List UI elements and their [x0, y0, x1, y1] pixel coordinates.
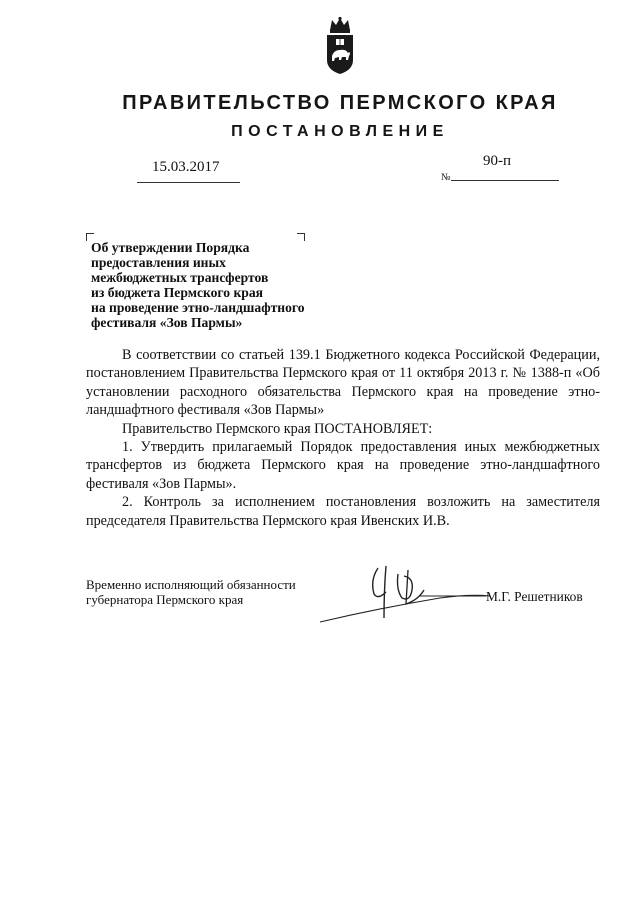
document-type: ПОСТАНОВЛЕНИЕ: [231, 123, 449, 140]
number-underline: [451, 180, 559, 181]
date-underline: [137, 182, 240, 183]
subject-line: межбюджетных трансфертов: [91, 270, 269, 285]
body-paragraph-preamble: В соответствии со статьей 139.1 Бюджетного кодекса Российской Федерации, постановлением Правительства Пермского края от 11 октября 2013 г. № 1388-п «Об установлении расходного обязательства Пермского края на проведение этно-ландшафтного фестиваля «Зов Пармы»: [86, 347, 600, 419]
body-paragraph-resolve: Правительство Пермского края ПОСТАНОВЛЯЕТ:: [122, 420, 433, 437]
subject-line: Об утверждении Порядка: [91, 240, 250, 255]
body-paragraph-item-1: 1. Утвердить прилагаемый Порядок предоставления иных межбюджетных трансфертов из бюджета Пермского края на проведение этно-ландшафтного фестиваля «Зов Пармы».: [86, 439, 600, 492]
position-line: губернатора Пермского края: [86, 592, 244, 607]
subject-line: на проведение этно-ландшафтного: [91, 300, 305, 315]
body-paragraph-item-2: 2. Контроль за исполнением постановления возложить на заместителя председателя Правительства Пермского края Ивенских И.В.: [86, 494, 600, 529]
government-title: ПРАВИТЕЛЬСТВО ПЕРМСКОГО КРАЯ: [122, 92, 558, 114]
signatory-position: [86, 577, 296, 607]
subject-line: из бюджета Пермского края: [91, 285, 264, 300]
number-sign: №: [441, 172, 451, 183]
signatory-name: М.Г. Решетников: [486, 589, 583, 604]
handwritten-signature: [300, 560, 500, 630]
subject-line: фестиваля «Зов Пармы»: [91, 315, 243, 330]
position-line: Временно исполняющий обязанности: [86, 577, 296, 592]
subject-line: предоставления иных: [91, 255, 226, 270]
perm-krai-coat-of-arms-icon: [322, 16, 358, 76]
document-body: [86, 346, 600, 530]
document-subject: [91, 240, 351, 330]
document-number: 90-п: [483, 153, 512, 169]
document-date: 15.03.2017: [152, 159, 220, 175]
